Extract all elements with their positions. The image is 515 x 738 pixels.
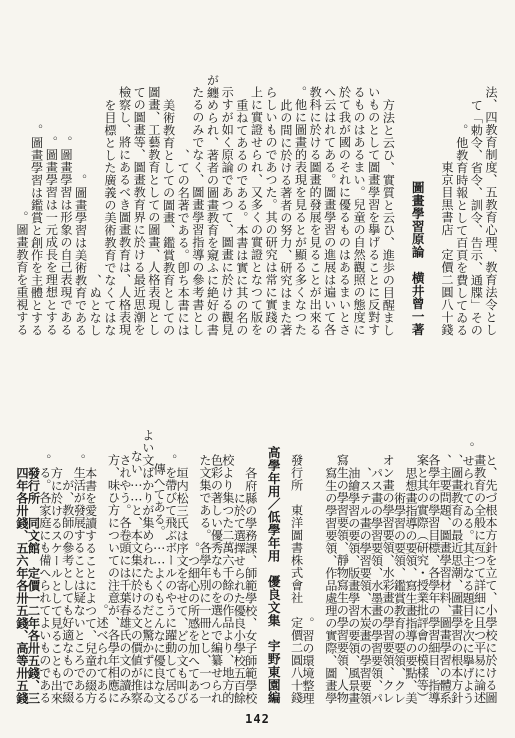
top-text-column: 他教育時報として百頁を費してゐる。 (454, 123, 469, 336)
bottom-text-column: 畫教育の全般に亙つて詳細に且つ平易に論述 (472, 454, 487, 704)
top-text-column: 他に圖畫的表現を見るとが顯る多くなつた。 (293, 86, 308, 336)
top-text-column: 美術教育としての圖畫、鑑賞教育としての (161, 98, 176, 336)
top-text-column: を目標とした廣義の美術教育でなくてはな (102, 98, 117, 336)
bottom-text-column: 寫生の學習要領、作品處理の實際、圖畫學 (323, 466, 338, 704)
bottom-text-column: つ細心の所感を加へてある。 (186, 541, 201, 704)
top-text-column: 教科に於ける圖畫的發展を見ることが出來る (308, 86, 323, 336)
top-text-column: 圖畫學習は形象の自己表現である。 (58, 136, 73, 336)
bottom-text-column: 色彩の著しい優秀なものを選んで編纂せられ (209, 454, 224, 704)
top-text-column: るものはあるまい。兒童の自然觀照の態度に (352, 86, 367, 336)
bottom-text-column: よい文ばかりが集められたものだと驚かずにはゐ (140, 429, 155, 704)
bottom-text-column: せられてゐる。其主なる題目を次に擧げよう。 (461, 441, 476, 704)
bottom-text-column: た文集である。各學年別に一冊とし、一つ一 (198, 454, 213, 704)
bottom-text-column: 各學年の學習目標、各學年の學習細目、指導 (426, 454, 441, 704)
top-text-column: 上に實證せられ、又多くの實證となつて版を (249, 86, 264, 336)
bottom-text-column: オン畫の學習要領、水彩畫の學習要領、クレ (381, 454, 396, 704)
bottom-text-column: る。各家庭にも備へられてよいものである。 (37, 454, 52, 704)
bottom-text-column: 述べられてある。 (95, 604, 110, 704)
bottom-text-column: 高學年用／低學年用 優良文集 宇野東園編 (265, 446, 281, 704)
top-text-column: が纏められ、著者の圖畫教育を窺ふに絶好の書 (205, 73, 220, 336)
bottom-text-column: が、教師の參考としても好適なもので綴 (60, 479, 75, 704)
top-text-column: いものとして圖畫學習を擧げることに反對す (366, 86, 381, 336)
top-text-column: 重ねてあるのである。本書は實に其の名の (234, 98, 249, 336)
bottom-text-column: 思想畫指導の要領、寫生畫指導の要點、美 (403, 466, 418, 704)
top-text-column: 圖畫學習原論 横井曾一著 (409, 181, 425, 336)
bottom-text-column: 術學習の要領、鑑賞教育の要領、クレ (392, 491, 407, 704)
bottom-text-column: と、先づ根本方針を立て、小學校に於ける圖 (484, 454, 498, 704)
bottom-text-column: 方、味ひ方についての注意が、各學年相應に (106, 454, 121, 704)
top-text-column: ての名著である。卽ち本書には、 (176, 148, 191, 336)
bottom-text-column: 案と其の實際（研究・授業批評會の模樣等） (415, 454, 430, 704)
top-text-column: らしいものであつた。其の研究は常に實踐の (264, 86, 279, 336)
top-text-column: 圖畫學習は一元成長を理想とする。 (44, 136, 59, 336)
bottom-text-column: 四年各卅錢、五六年各卅五錢、高等卅五錢 (15, 466, 29, 704)
top-text-column: 圖畫學習は美術教育である。 (73, 173, 88, 336)
top-text-column: 圖畫教育を重視する。 (15, 211, 29, 336)
bottom-text-column: 發行所 同文館 定價一二年各卅五錢、三 (26, 466, 41, 704)
top-text-column: へ云はれてある。圖畫學習の進展は遍いて各 (322, 86, 337, 336)
page-number: 142 (245, 712, 270, 726)
top-text-column: 此の間に於ける著者の努力、研究はまた著 (278, 98, 293, 336)
top-text-column: 圖畫學習は鑑賞と創作を主體とする。 (29, 123, 44, 336)
bottom-text-column: 油繪學習の要領、版畫學習の要領、風景畫 (346, 466, 361, 704)
bottom-text-column: 習の環境整理。 (300, 616, 315, 704)
top-text-column: ぬとなし、 (88, 273, 103, 336)
bottom-text-column: 各府縣の學務課、師範學校、女子師範學校 (243, 466, 258, 704)
bottom-text-column: 圖畫教育の最近思潮、圖畫學習の根本方針、 (449, 454, 464, 704)
bottom-text-column: 傳へてある。……よくもこんなに優良な文 (152, 462, 167, 704)
bottom-text-column: 本書を愛讀することによつて、兒童の綴方 (83, 466, 98, 704)
top-text-column: ての圖畫等、圖畫教育界に於ける最近思潮を (132, 86, 147, 336)
bottom-text-column: 垣内松三氏は序文を寄せて、どの文も叫び (175, 466, 190, 704)
top-text-column: 於て我が國のそれに優るものはあるまいとさ (337, 86, 352, 336)
bottom-text-column: に於て選擇せられた優良小學校五百餘 (232, 491, 247, 704)
top-text-column: たるのみでなく、圖畫學習指導の參考書とし (190, 86, 205, 336)
bottom-text-column: パス畫の學習要領、水墨畫の學習要領、パ (369, 466, 384, 704)
top-text-column: 法、四教育制度、五教育心理、教育法令とし (484, 86, 498, 336)
bottom-text-column: 寫生の學習要領、靜物寫生の學習要領、人物 (335, 454, 350, 704)
bottom-text-column: 發行所 東洋圖書株式會社 定價二圓八十錢 (289, 454, 304, 704)
bottom-text-column: ステル畫の學習要領、木炭畫の學習要領、 (358, 466, 373, 704)
bottom-text-column: ない……と、本文集に於ける文の價値が推察 (129, 450, 144, 704)
top-text-column: 圖畫、工藝教育としての圖畫、人格表現とし (146, 86, 161, 336)
top-text-band (12, 14, 500, 336)
bottom-text-column: 校より集つた二萬六千餘の作品より、地方的 (220, 454, 235, 704)
bottom-text-column: 主要問題、圖畫學習材料、圖畫學習の體系、 (438, 454, 453, 704)
bottom-text-column: 生活が發展することは疑ないところである。 (72, 454, 87, 704)
bottom-text-column: 方に於けるスケールとして見ることも出來 (49, 466, 64, 704)
top-text-column: 檢察し、將にあるべき圖畫教育は、人格表現 (117, 86, 132, 336)
top-text-column: て「勅令、省令、訓令、告示、通牒」その (469, 98, 484, 336)
top-text-column: 示すが如く原論であつて、圖畫に於ける觀見 (220, 86, 235, 336)
top-text-column: 方法と云ひ、實質と云ひ、進歩の目醒まし (381, 98, 396, 336)
bottom-text-column: を帶びて飛ぶボールのやうに躍動して居る。 (163, 454, 178, 704)
bottom-text-column: されやう。各卷頭には千葉春雄氏の文の讀み (117, 454, 132, 704)
top-text-column: 東京目黒書店 定價二圓八十錢 (440, 161, 455, 336)
bottom-text-band (12, 368, 500, 704)
